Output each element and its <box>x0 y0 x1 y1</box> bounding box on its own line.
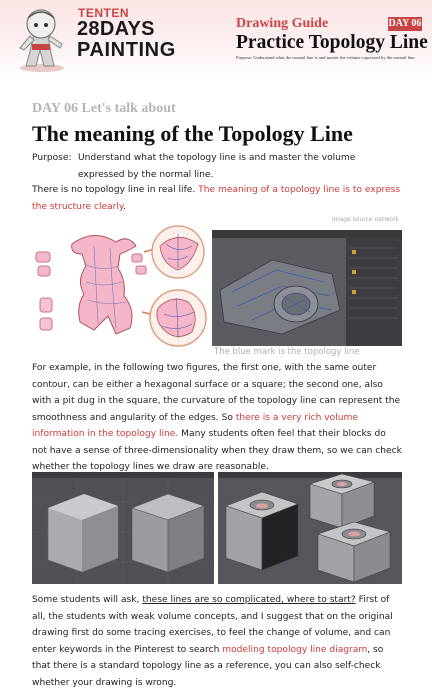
character-illustration-icon <box>32 224 206 348</box>
mascot-logo-icon <box>10 4 74 74</box>
cube-render-icon <box>32 472 214 584</box>
day-badge: DAY 06 <box>388 18 422 29</box>
volume-highlight: there is a very rich volume information in the topology line. <box>32 412 358 439</box>
character-topology-image <box>32 224 206 348</box>
brand-painting: PAINTING <box>77 39 176 61</box>
pit-cube-image <box>218 472 402 584</box>
paragraph-intro: There is no topology line in real life. The meaning of a topology line is to express the structure clearly. <box>32 185 401 212</box>
purpose-label: Purpose: <box>32 153 72 163</box>
header-banner <box>0 0 432 78</box>
page-title: The meaning of the Topology Line <box>32 121 353 146</box>
search-keyword-highlight: modeling topology line diagram <box>222 644 368 655</box>
modeling-viewport-icon <box>212 230 402 346</box>
guide-title: Practice Topology Line <box>236 32 428 53</box>
brand-tenten: TENTEN <box>78 6 129 20</box>
drawing-guide-label: Drawing Guide <box>236 16 329 31</box>
image-source-caption: Image source network <box>332 216 399 223</box>
software-screenshot-image <box>212 230 402 346</box>
question-underlined: these lines are so complicated, where to start? <box>142 595 356 605</box>
purpose-text: Understand what the topology line is and master the volume expressed by the normal line. <box>78 153 356 180</box>
cube-comparison-image <box>32 472 214 584</box>
paragraph-example: For example, in the following two figures, the first one, with the same outer contour, can be either a hexagonal surface or a square; the second one, also with a pit dug in the square, the curvature of the topology line can represent the smoothness and angularity of the edges. So there is a very rich volume information in the topology line. Many students often feel that their blocks do not have a sense of three-dimensionality when they draw them, so we can check whether the topology lines we draw are reasonable. <box>32 363 402 472</box>
intro-highlight: The meaning of a topology line is to express the structure clearly <box>32 185 401 212</box>
pit-cube-render-icon <box>218 472 402 584</box>
paragraph-advice: Some students will ask, these lines are so complicated, where to start? First of all, the students with weak volume concepts, and I suggest that on the original drawing first do some tracing exercises, to feel the change of volume, and can enter keywords in the Pinterest to search modeling topology line diagram, so that there is a standard topology line as a reference, you can also self-check whether your drawing is wrong. <box>32 595 393 688</box>
guide-purpose: Purpose: Understand what the normal line is and master the volume expressed by the normal line. <box>236 55 416 60</box>
topology-caption: The blue mark is the topology line <box>214 347 360 357</box>
day-heading: DAY 06 Let's talk about <box>32 101 176 116</box>
intro-text: There is no topology line in real life. <box>32 185 199 195</box>
brand-28days: 28DAYS <box>77 18 155 40</box>
